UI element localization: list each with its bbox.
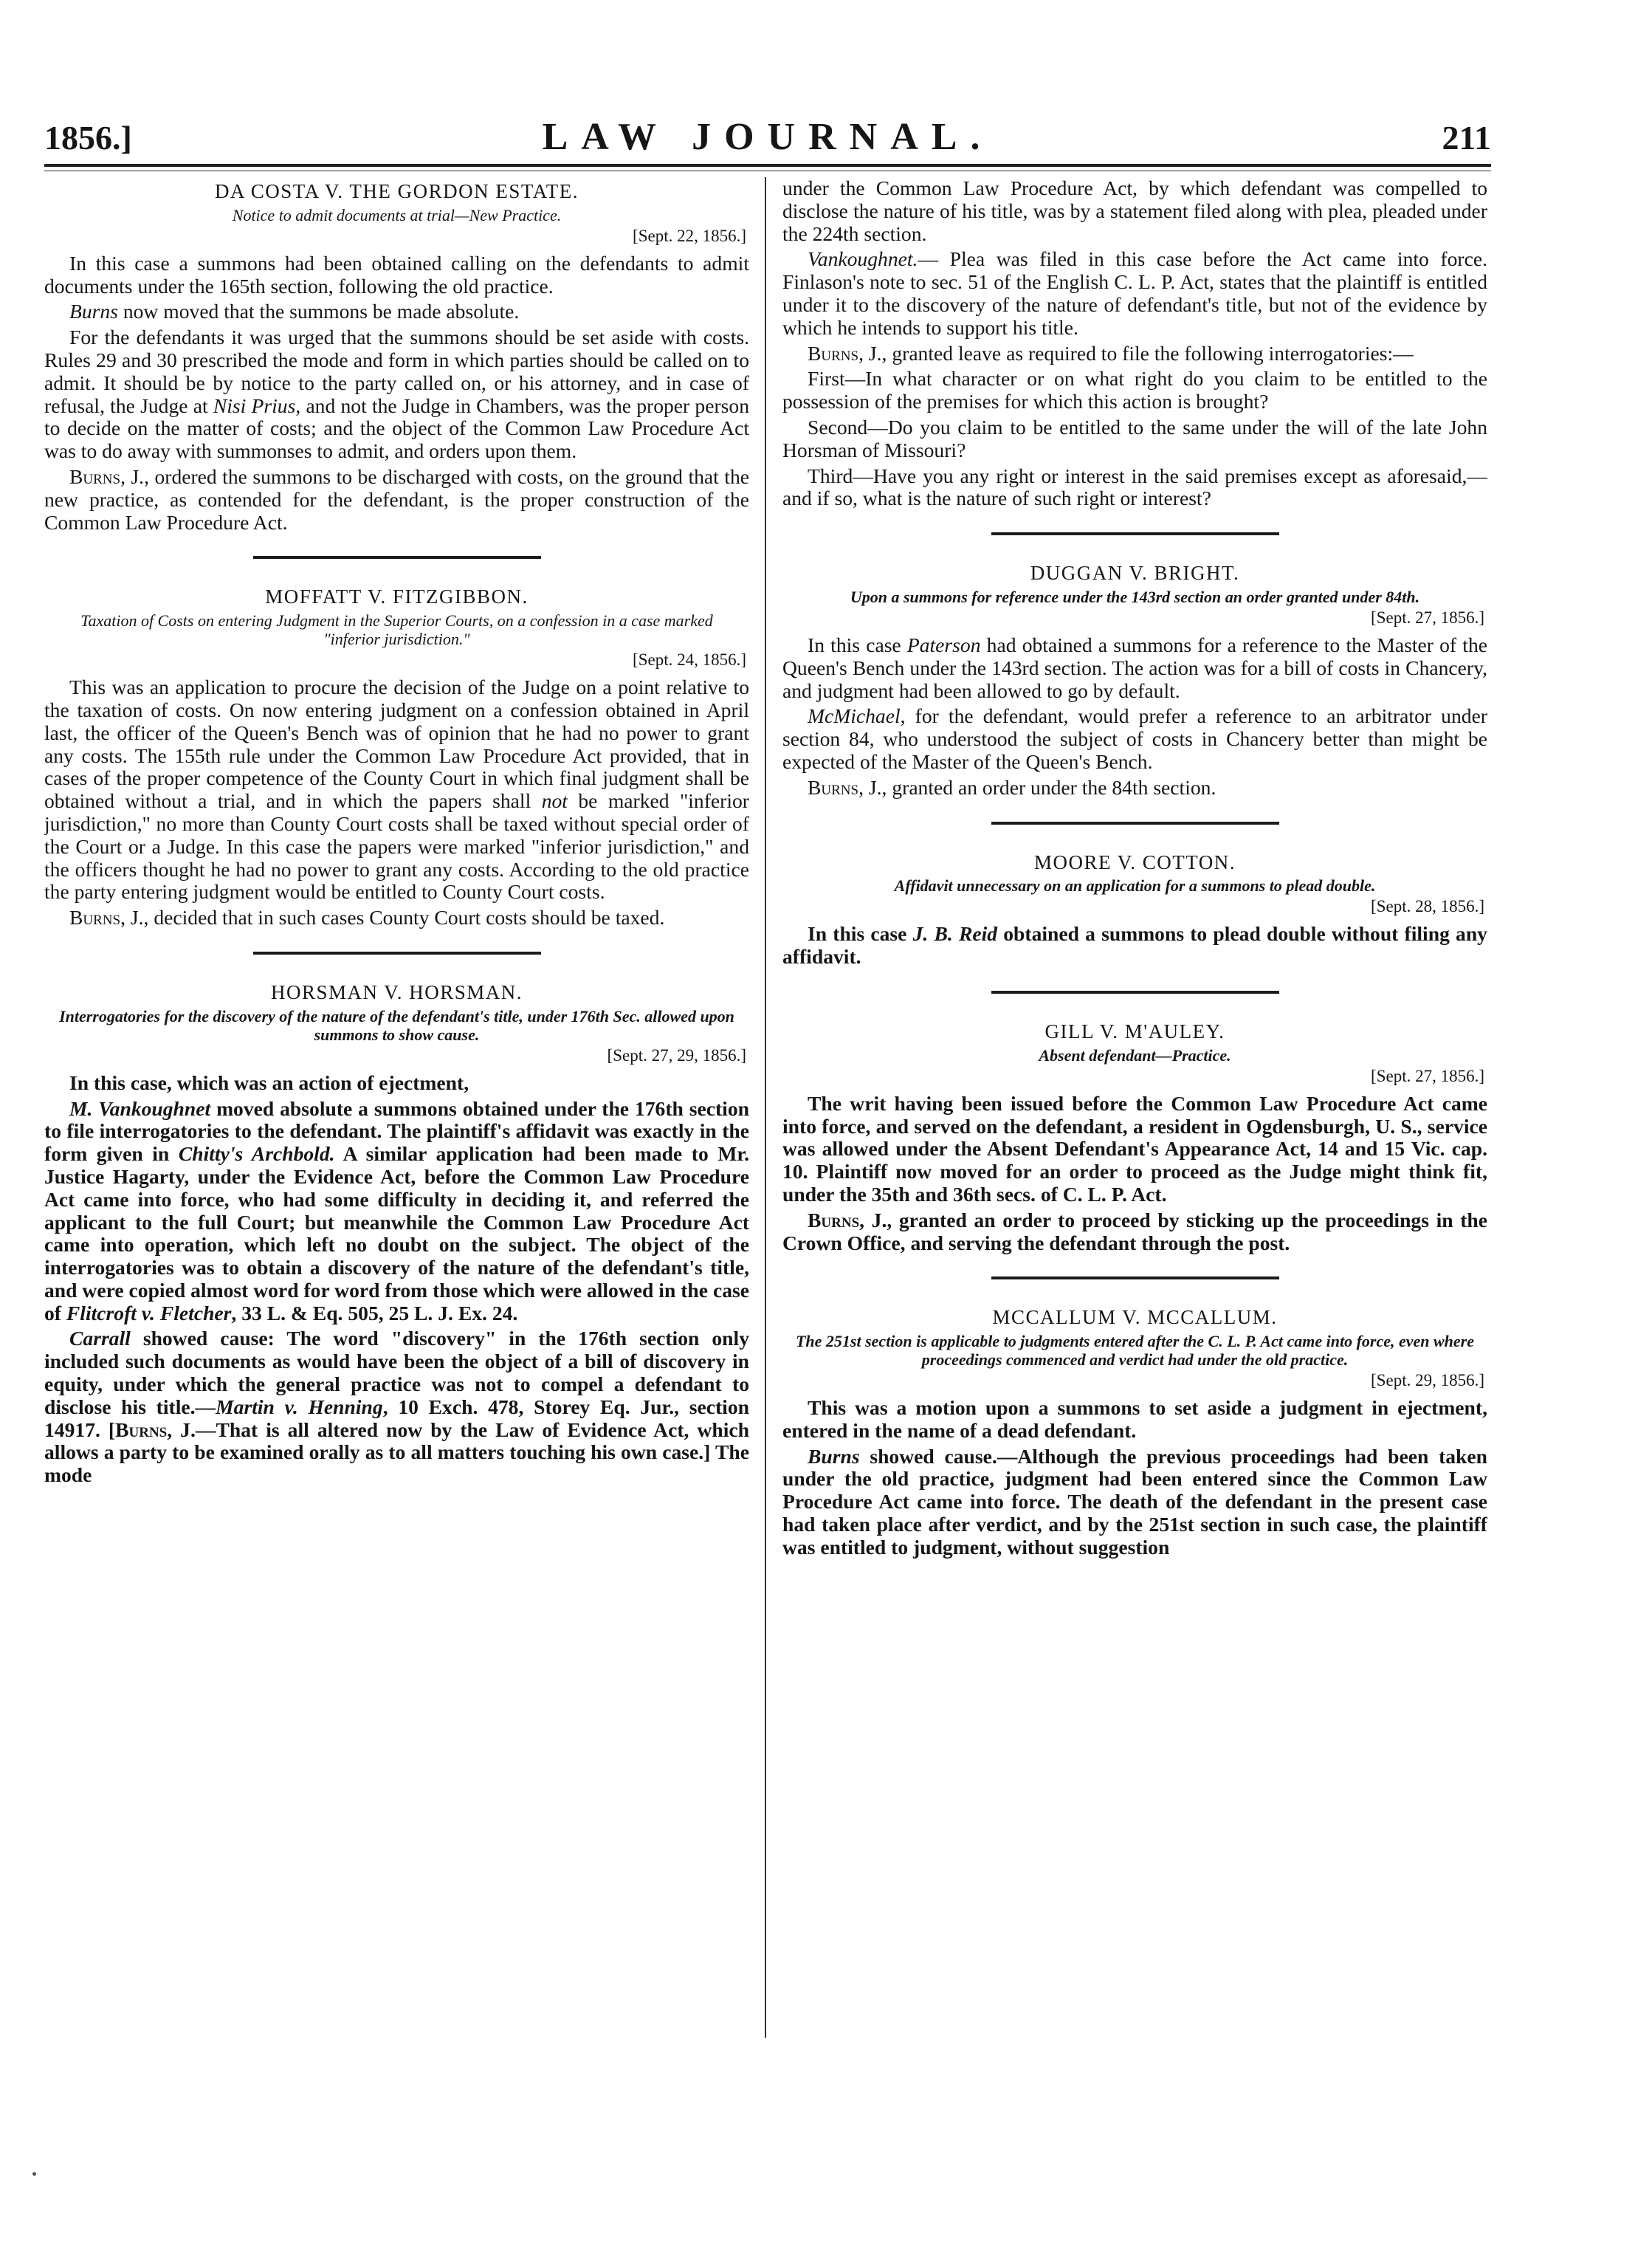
counsel-name: Carrall [69,1327,131,1350]
paragraph: In this case a summons had been obtained calling on the defendants to admit documents under the 165th section, following the old practice. [44,251,749,298]
scan-speck [32,2172,36,2176]
paragraph: Burns showed cause.—Although the previous proceedings had been taken under the old practice, judgment had been entered since the Common Law Procedure Act came into force. The death of the defendant in the present case had taken place after verdict, and by the 251st section in such case, the plaintiff was entitled to judgment, without suggestion [782,1444,1487,1559]
section-separator [991,991,1279,994]
paragraph: This was an application to procure the decision of the Judge on a point relative to the taxation of costs. On now entering judgment on a confession obtained in April last, the officer of the Queen's Bench was of opinion that he had no power to grant any costs. The 155th rule under the Common Law Procedure Act provided, that in cases of the proper competence of the County Court in which final judgment shall be obtained without a trial, and in which the papers shall not be marked "inferior jurisdiction," no more than County Court costs shall be taxed without special order of the Court or a Judge. In this case the papers were marked "inferior jurisdiction," and the officers thought he had no power to grant any costs. According to the old practice the party entering judgment would be entitled to County Court costs. [44,676,749,904]
counsel-name: Vankoughnet. [808,247,918,271]
case-title: DA COSTA V. THE GORDON ESTATE. [215,180,579,202]
paragraph: Vankoughnet.— Plea was filed in this case before the Act came into force. Finlason's note to sec. 51 of the English C. L. P. Act, states that the plaintiff is entitled under it to the discovery of the nature of defendant's title, but not of the evidence by which he intends to support his title. [782,247,1487,339]
case-title: HORSMAN V. HORSMAN. [270,980,523,1003]
case-headnote: Upon a summons for reference under the 143rd section an order granted under 84th. [850,587,1420,606]
case-date: [Sept. 29, 1856.] [1371,1371,1484,1390]
paragraph: Burns, J., granted an order under the 84th section. [808,775,1216,799]
judge-name: Burns, J. [69,464,145,488]
paragraph: For the defendants it was urged that the summons should be set aside with costs. Rules 29 and 30 prescribed the mode and form in which parties should be called on to admit. It should be by notice to the party called on, or his attorney, and in case of refusal, the Judge at Nisi Prius, and not the Judge in Chambers, was the proper person to decide on the matter of costs; and the object of the Common Law Procedure Act was to do away with summonses to admit, and orders upon them. [44,326,749,463]
section-separator [253,556,541,559]
section-separator [991,822,1279,825]
case-headnote: Notice to admit documents at trial—New Practice. [232,205,562,224]
paragraph: Burns, J., granted an order to proceed by sticking up the proceedings in the Crown Office, and serving the defendant through the post. [782,1208,1487,1254]
section-separator [253,952,541,955]
paragraph: In this case Paterson had obtained a summons for a reference to the Master of the Queen's Bench under the 143rd section. The action was for a bill of costs in Chancery, and judgment had been allowed to go by default. [782,633,1487,702]
case-gill [782,1020,1487,1254]
paragraph: Burns, J., decided that in such cases County Court costs should be taxed. [69,906,665,930]
case-date: [Sept. 27, 1856.] [1371,608,1484,627]
counsel-name: Burns [808,1444,860,1468]
case-date: [Sept. 24, 1856.] [633,650,746,670]
case-moffatt [44,585,749,930]
paragraph: Burns, J., ordered the summons to be discharged with costs, on the ground that the new practice, as contended for the defendant, is the proper construction of the Common Law Procedure Act. [44,464,749,534]
column-divider [765,177,766,2038]
right-column [782,177,1487,2038]
case-moore [782,851,1487,969]
counsel-name: Paterson [906,633,981,656]
paragraph: McMichael, for the defendant, would prefer a reference to an arbitrator under section 84, who understood the subject of costs in Chancery better than might be expected of the Master of the Queen's Bench. [782,704,1487,773]
counsel-name: Burns [69,300,118,323]
counsel-name: M. Vankoughnet [69,1096,211,1120]
judge-name: Burns, J. [808,1208,887,1231]
case-headnote: Interrogatories for the discovery of the nature of the defendant's title, under 176th Sec. allowed upon summons to show cause. [59,1006,734,1044]
case-title: MOORE V. COTTON. [1033,851,1236,873]
case-date: [Sept. 28, 1856.] [1371,897,1484,916]
case-headnote: Taxation of Costs on entering Judgment in the Superior Courts, on a confession in a case marked "inferior jurisdiction." [80,611,713,649]
counsel-name: J. B. Reid [912,922,998,946]
case-date: [Sept. 22, 1856.] [633,226,746,245]
interrogatory: Second—Do you claim to be entitled to the same under the will of the late John Horsman of Missouri? [782,415,1487,461]
case-headnote: The 251st section is applicable to judgments entered after the C. L. P. Act came into force, even where proceedings commenced and verdict had under the old practice. [795,1332,1475,1370]
case-title: GILL V. M'AULEY. [1044,1020,1225,1042]
case-headnote: Absent defendant—Practice. [1039,1045,1231,1065]
case-date: [Sept. 27, 29, 1856.] [607,1045,746,1065]
header-year: 1856.] [44,119,132,157]
judge-name: Burns, J. [808,775,882,799]
paragraph: The writ having been issued before the Common Law Procedure Act came into force, and served on the defendant, a resident in Ogdensburgh, U. S., service was allowed under the Absent Defendant's Appearance Act, 14 and 15 Vic. cap. 10. Plaintiff now moved for an order to proceed as the Judge might think fit, under the 35th and 36th secs. of C. L. P. Act. [782,1091,1487,1206]
paragraph: Burns, J., granted leave as required to file the following interrogatories:— [808,341,1414,365]
case-headnote: Affidavit unnecessary on an application for a summons to plead double. [894,876,1376,896]
paragraph: M. Vankoughnet moved absolute a summons obtained under the 176th section to file interrogatories to the defendant. The plaintiff's affidavit was exactly in the form given in Chitty's Archbold. A similar application had been made to Mr. Justice Hagarty, under the Evidence Act, before the Common Law Procedure Act came into force, who had some difficulty in deciding it, and referred the applicant to the full Court; but meanwhile the Common Law Procedure Act came into operation, which left no doubt on the subject. The object of the interrogatories was to obtain a discovery of the nature of the defendant's title, and were copied almost word for word from those which were allowed in the case of Flitcroft v. Fletcher, 33 L. & Eq. 505, 25 L. J. Ex. 24. [44,1096,749,1324]
judge-name: Burns, J. [69,906,144,930]
case-title: DUGGAN V. BRIGHT. [1030,562,1240,585]
case-mccallum [782,1306,1487,1559]
judge-name: Burns, J. [808,341,882,365]
case-date: [Sept. 27, 1856.] [1371,1066,1484,1085]
case-title: MCCALLUM V. MCCALLUM. [992,1306,1278,1329]
case-duggan [782,562,1487,799]
header-rule [44,164,1491,167]
paragraph: In this case J. B. Reid obtained a summons to plead double without filing any affidavit. [782,922,1487,969]
left-column [44,177,749,2038]
paragraph: This was a motion upon a summons to set aside a judgment in ejectment, entered in the name of a dead defendant. [782,1396,1487,1442]
running-header [44,111,1491,162]
paragraph: Carrall showed cause: The word "discovery" in the 176th section only included such documents as would have been the object of a bill of discovery in equity, under which the general practice was not to compel a defendant to disclose his title.—Martin v. Henning, 10 Exch. 478, Storey Eq. Jur., section 14917. [Burns, J.—That is all altered now by the Law of Evidence Act, which allows a party to be examined orally as to all matters touching his own case.] The mode [44,1327,749,1487]
interrogatory: Third—Have you any right or interest in the said premises except as aforesaid,—and if so, what is the nature of such right or interest? [782,464,1487,510]
case-da-costa [44,180,749,534]
paragraph: Burns now moved that the summons be made absolute. [69,300,520,323]
journal-page [44,111,1491,2052]
paragraph: In this case, which was an action of ejectment, [69,1071,469,1094]
page-number: 211 [1442,119,1491,157]
case-horsman-continued [782,177,1487,510]
counsel-name: McMichael [808,704,901,728]
interrogatory: First—In what character or on what right do you claim to be entitled to the possession of the premises for which this action is brought? [782,367,1487,413]
journal-title: LAW JOURNAL. [542,116,994,158]
section-separator [991,532,1279,535]
case-horsman [44,981,749,1487]
case-title: MOFFATT V. FITZGIBBON. [265,585,529,608]
paragraph: under the Common Law Procedure Act, by which defendant was compelled to disclose the nature of his title, was by a statement filed along with plea, pleaded under the 224th section. [782,177,1487,245]
section-separator [991,1277,1279,1279]
